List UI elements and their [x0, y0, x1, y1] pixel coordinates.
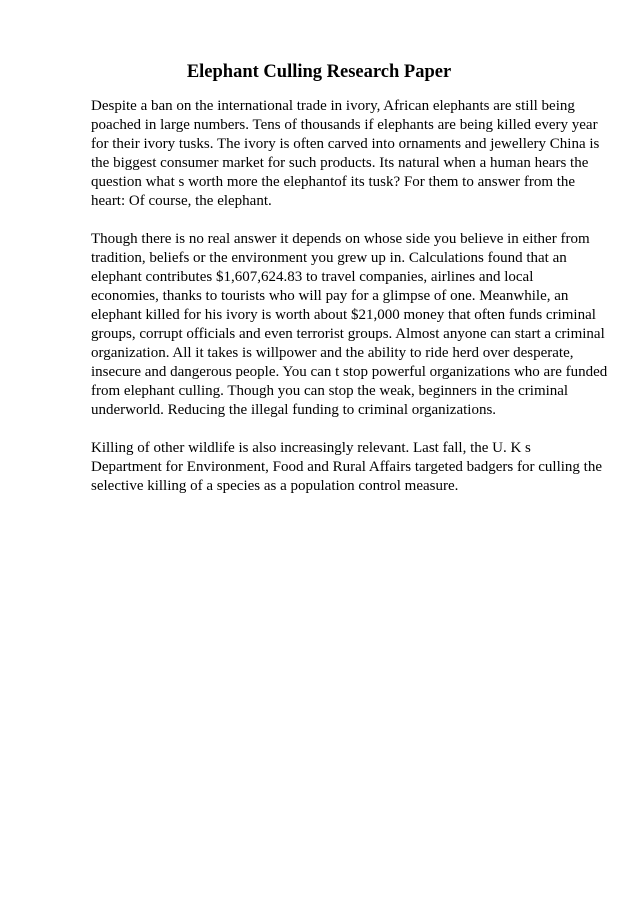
paragraph-line: groups, corrupt officials and even terrorist groups. Almost anyone can start a criminal [91, 326, 605, 342]
paragraph-3 [91, 439, 601, 496]
paragraph-line: Despite a ban on the international trade in ivory, African elephants are still being [91, 98, 575, 114]
paragraph-line: heart: Of course, the elephant. [91, 193, 272, 209]
paragraph-line: elephant killed for his ivory is worth about $21,000 money that often funds criminal [91, 307, 596, 323]
paragraph-line: question what s worth more the elephantof its tusk? For them to answer from the [91, 174, 576, 190]
paragraph-line: Though there is no real answer it depends on whose side you believe in either from [91, 231, 590, 247]
paragraph-line: the biggest consumer market for such products. Its natural when a human hears the [91, 155, 589, 171]
paragraph-line: elephant contributes $1,607,624.83 to travel companies, airlines and local [91, 269, 534, 285]
paragraph-line: Killing of other wildlife is also increasingly relevant. Last fall, the U. K s [91, 440, 531, 456]
paragraph-1 [91, 97, 601, 211]
paragraph-line: selective killing of a species as a population control measure. [91, 478, 459, 494]
paragraph-line: for their ivory tusks. The ivory is often carved into ornaments and jewellery China is [91, 136, 600, 152]
document-title: Elephant Culling Research Paper [186, 62, 452, 82]
paragraph-line: economies, thanks to tourists who will pay for a glimpse of one. Meanwhile, an [91, 288, 569, 304]
paragraph-line: from elephant culling. Though you can stop the weak, beginners in the criminal [91, 383, 569, 399]
paragraph-line: poached in large numbers. Tens of thousands if elephants are being killed every year [91, 117, 598, 133]
paragraph-line: Department for Environment, Food and Rural Affairs targeted badgers for culling the [91, 459, 602, 475]
paragraph-line: organization. All it takes is willpower and the ability to ride herd over desperate, [91, 345, 574, 361]
paragraph-line: underworld. Reducing the illegal funding to criminal organizations. [91, 402, 497, 418]
paragraph-line: insecure and dangerous people. You can t stop powerful organizations who are funded [91, 364, 608, 380]
document-body [91, 97, 608, 515]
paragraph-2 [91, 230, 608, 420]
paragraph-line: tradition, beliefs or the environment you grew up in. Calculations found that an [91, 250, 567, 266]
